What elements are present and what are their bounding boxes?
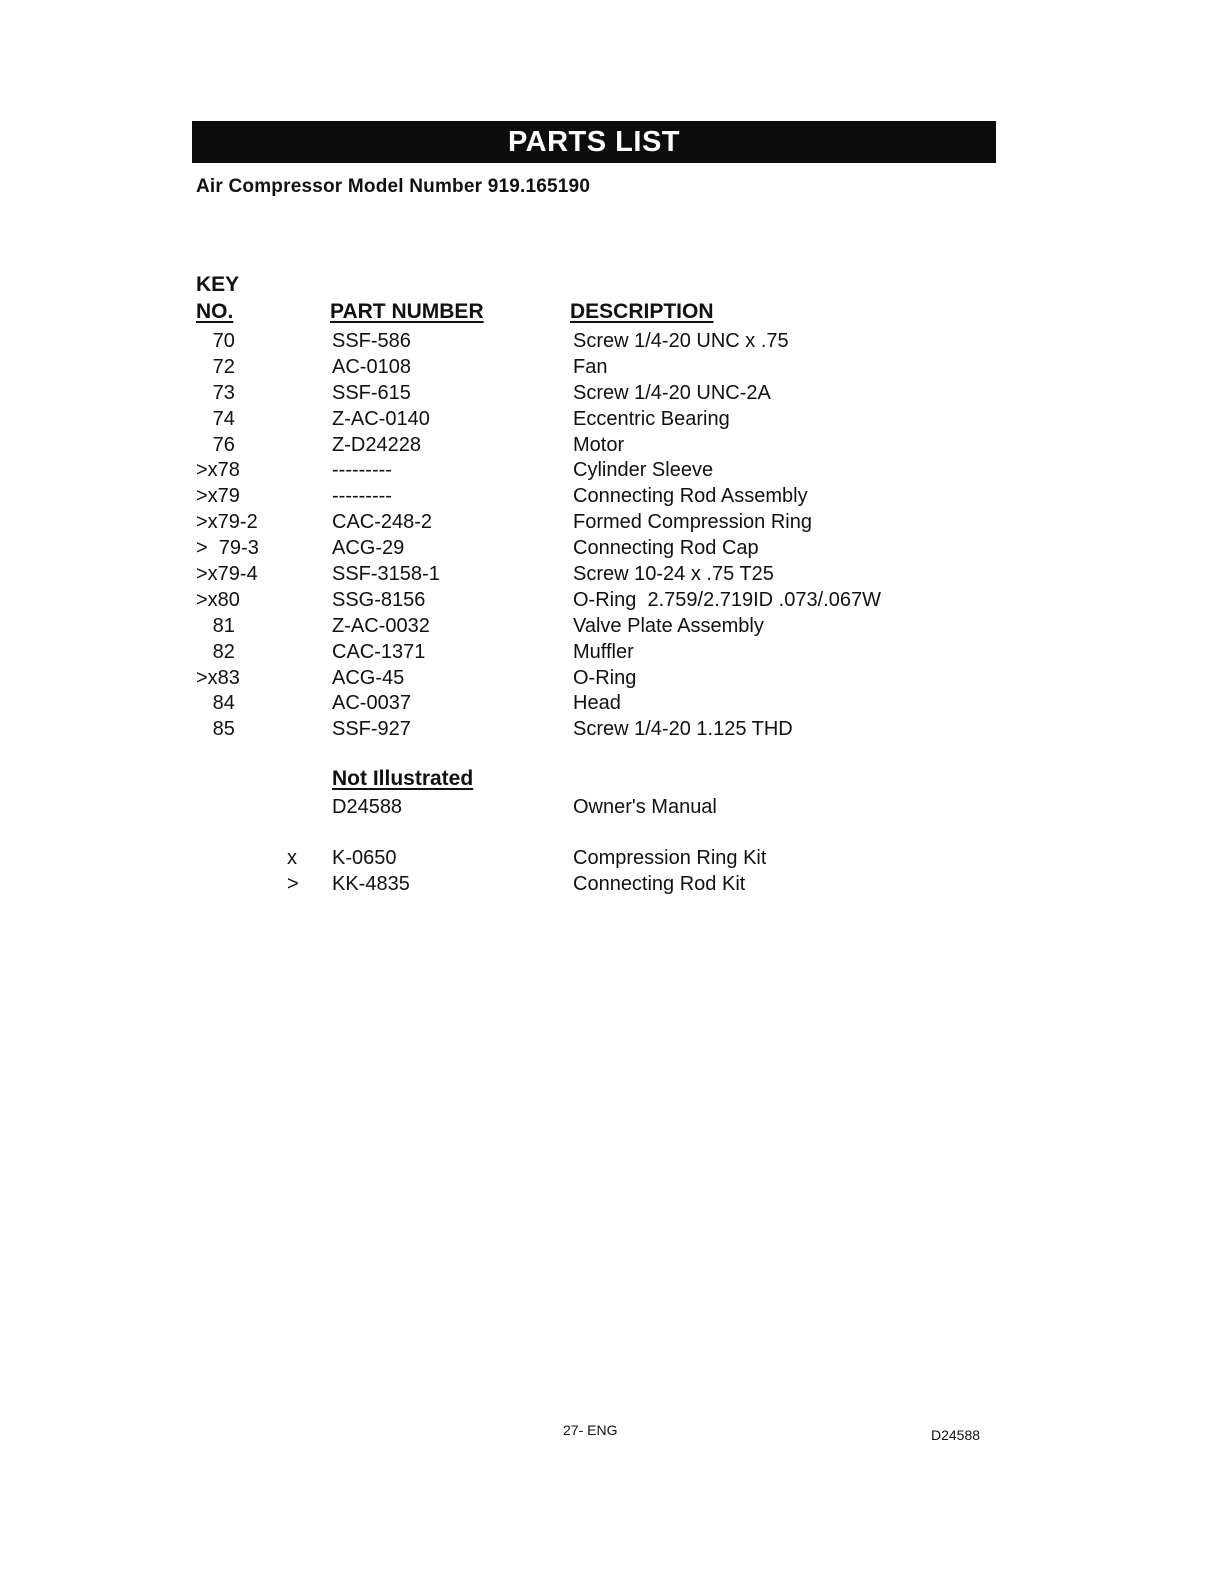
- key-no: 73: [196, 381, 235, 404]
- not-illustrated-row: [0, 845, 1220, 871]
- part-description: Screw 1/4-20 1.125 THD: [573, 718, 793, 741]
- part-number: SSG-8156: [332, 588, 426, 611]
- parts-list-banner: PARTS LIST: [192, 121, 996, 163]
- part-description: Screw 1/4-20 UNC-2A: [573, 381, 771, 404]
- key-no: 72: [196, 355, 235, 378]
- key-no: >x79-2: [196, 511, 258, 534]
- table-row: [0, 354, 1220, 380]
- table-row: [0, 639, 1220, 665]
- description-header: DESCRIPTION: [570, 300, 714, 323]
- part-description: Screw 1/4-20 UNC x .75: [573, 330, 789, 352]
- part-number: SSF-586: [332, 330, 411, 352]
- key-no: >x79-4: [196, 563, 258, 586]
- part-number: Z-D24228: [332, 433, 421, 456]
- part-number: SSF-3158-1: [332, 563, 440, 586]
- part-description: Connecting Rod Kit: [573, 873, 746, 895]
- table-row: [0, 587, 1220, 613]
- part-description: O-Ring 2.759/2.719ID .073/.067W: [573, 588, 881, 611]
- key-no: 70: [196, 330, 235, 352]
- key-no: >x80: [196, 588, 240, 611]
- key-no: 76: [196, 433, 235, 456]
- table-row: [0, 665, 1220, 691]
- table-row: [0, 535, 1220, 561]
- kit-marker: x: [287, 847, 297, 869]
- table-row: [0, 613, 1220, 639]
- table-row: [0, 406, 1220, 432]
- part-description: Valve Plate Assembly: [573, 614, 764, 637]
- part-number: KK-4835: [332, 873, 410, 895]
- part-description: Motor: [573, 433, 625, 456]
- table-row: [0, 328, 1220, 354]
- model-number-subtitle: Air Compressor Model Number 919.165190: [196, 176, 591, 197]
- part-number: ACG-45: [332, 666, 405, 689]
- part-number: ACG-29: [332, 537, 405, 560]
- part-number: AC-0037: [332, 692, 411, 715]
- page-number: 27- ENG: [563, 1422, 618, 1438]
- key-no: 84: [196, 692, 235, 715]
- not-illustrated-row: [0, 871, 1220, 897]
- table-row: [0, 380, 1220, 406]
- part-description: Cylinder Sleeve: [573, 459, 714, 482]
- key-no: > 79-3: [196, 537, 259, 560]
- part-description: Muffler: [573, 640, 634, 663]
- part-number: D24588: [332, 796, 403, 818]
- parts-table: [0, 328, 1220, 742]
- part-description: O-Ring: [573, 666, 637, 689]
- key-no: 74: [196, 407, 235, 430]
- table-row: [0, 509, 1220, 535]
- part-description: Connecting Rod Assembly: [573, 485, 808, 508]
- part-number: K-0650: [332, 847, 397, 869]
- part-number: Z-AC-0032: [332, 614, 430, 637]
- part-description: Fan: [573, 355, 608, 378]
- table-row: [0, 457, 1220, 483]
- table-row: [0, 432, 1220, 458]
- part-description: Connecting Rod Cap: [573, 537, 759, 560]
- part-description: Head: [573, 692, 621, 715]
- part-number: SSF-615: [332, 381, 411, 404]
- part-number-header: PART NUMBER: [330, 300, 484, 323]
- part-number: Z-AC-0140: [332, 407, 430, 430]
- part-description: Eccentric Bearing: [573, 407, 730, 430]
- kit-marker: >: [287, 873, 299, 895]
- table-row: [0, 716, 1220, 742]
- document-number: D24588: [931, 1427, 981, 1443]
- part-number: SSF-927: [332, 718, 411, 741]
- key-no: >x83: [196, 666, 240, 689]
- part-number: AC-0108: [332, 355, 411, 378]
- part-description: Compression Ring Kit: [573, 847, 767, 869]
- not-illustrated-row: [0, 794, 1220, 820]
- table-row: [0, 690, 1220, 716]
- part-description: Owner's Manual: [573, 796, 717, 818]
- not-illustrated-heading: Not Illustrated: [332, 767, 474, 790]
- part-description: Screw 10-24 x .75 T25: [573, 563, 774, 586]
- part-number: CAC-248-2: [332, 511, 433, 534]
- part-number: ---------: [332, 459, 392, 482]
- key-no: >x79: [196, 485, 240, 508]
- part-description: Formed Compression Ring: [573, 511, 812, 534]
- table-row: [0, 483, 1220, 509]
- part-number: ---------: [332, 485, 392, 508]
- key-header-line2: NO.: [196, 300, 234, 323]
- key-no: 81: [196, 614, 235, 637]
- key-no: 82: [196, 640, 235, 663]
- part-number: CAC-1371: [332, 640, 426, 663]
- key-no: >x78: [196, 459, 240, 482]
- key-no: 85: [196, 718, 235, 741]
- key-header-line1: KEY: [196, 273, 240, 296]
- table-row: [0, 561, 1220, 587]
